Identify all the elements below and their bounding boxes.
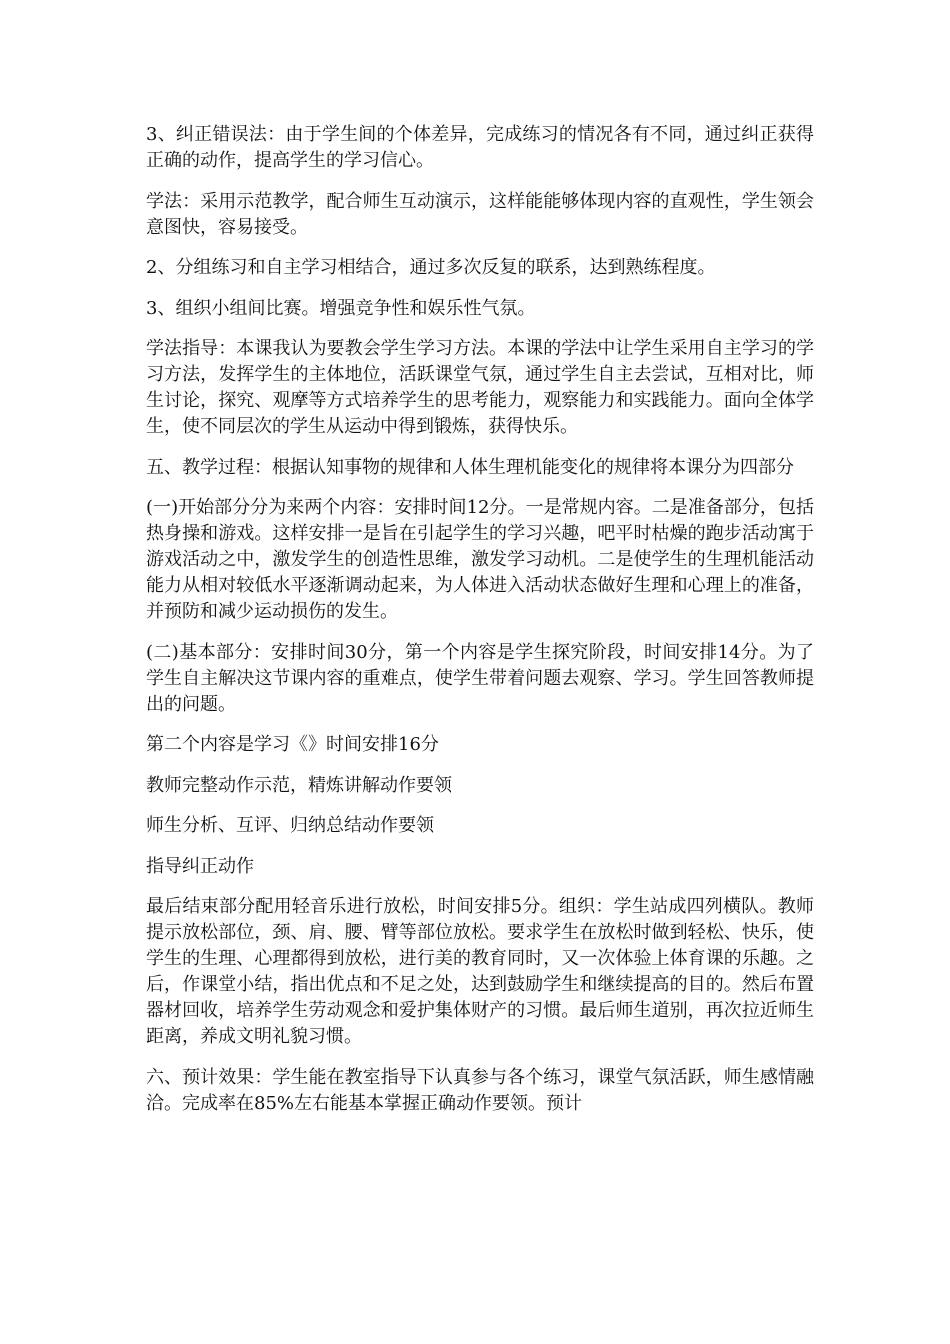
paragraph: 学法：采用示范教学，配合师生互动演示，这样能能够体现内容的直观性，学生领会意图快，容易接受。: [146, 190, 814, 238]
paragraph: 最后结束部分配用轻音乐进行放松，时间安排5分。组织：学生站成四列横队。教师提示放松部位，颈、肩、腰、臂等部位放松。要求学生在放松时做到轻松、快乐，使学生的生理、心理都得到放松，进行美的教育同时，又一次体验上体育课的乐趣。之后，作课堂小结，指出优点和不足之处，达到鼓励学生和继续提高的目的。然后布置器材回收，培养学生劳动观念和爱护集体财产的习惯。最后师生道别，再次拉近师生距离，养成文明礼貌习惯。: [146, 896, 814, 1047]
section-heading: 六、预计效果：学生能在教室指导下认真参与各个练习，课堂气氛活跃，师生感情融洽。完成率在85%左右能基本掌握正确动作要领。预计: [146, 1066, 814, 1114]
paragraph: 师生分析、互评、归纳总结动作要领: [146, 815, 434, 836]
paragraph: 学法指导：本课我认为要教会学生学习方法。本课的学法中让学生采用自主学习的学习方法，发挥学生的主体地位，活跃课堂气氛，通过学生自主去尝试，互相对比，师生讨论，探究、观摩等方式培养学生的思考能力，观察能力和实践能力。面向全体学生，使不同层次的学生从运动中得到锻炼，获得快乐。: [146, 338, 814, 437]
paragraph: (二)基本部分：安排时间30分，第一个内容是学生探究阶段，时间安排14分。为了学生自主解决这节课内容的重难点，使学生带着问题去观察、学习。学生回答教师提出的问题。: [146, 641, 814, 715]
paragraph: 指导纠正动作: [146, 855, 254, 877]
paragraph: 第二个内容是学习《》时间安排16分: [146, 734, 439, 755]
paragraph: 3、组织小组间比赛。增强竞争性和娱乐性气氛。: [146, 297, 536, 319]
paragraph: 3、纠正错误法：由于学生间的个体差异，完成练习的情况各有不同，通过纠正获得正确的动作，提高学生的学习信心。: [146, 124, 814, 171]
section-heading: 五、教学过程：根据认知事物的规律和人体生理机能变化的规律将本课分为四部分: [146, 456, 794, 478]
document-body: [146, 122, 814, 1131]
paragraph: 2、分组练习和自主学习相结合，通过多次反复的联系，达到熟练程度。: [146, 257, 716, 278]
paragraph: (一)开始部分分为来两个内容：安排时间12分。一是常规内容。二是准备部分，包括热身操和游戏。这样安排一是旨在引起学生的学习兴趣，吧平时枯燥的跑步活动寓于游戏活动之中，激发学生的创造性思维，激发学习动机。二是使学生的生理机能活动能力从相对较低水平逐渐调动起来，为人体进入活动状态做好生理和心理上的准备，并预防和减少运动损伤的发生。: [146, 497, 814, 622]
paragraph: 教师完整动作示范，精炼讲解动作要领: [146, 774, 452, 796]
